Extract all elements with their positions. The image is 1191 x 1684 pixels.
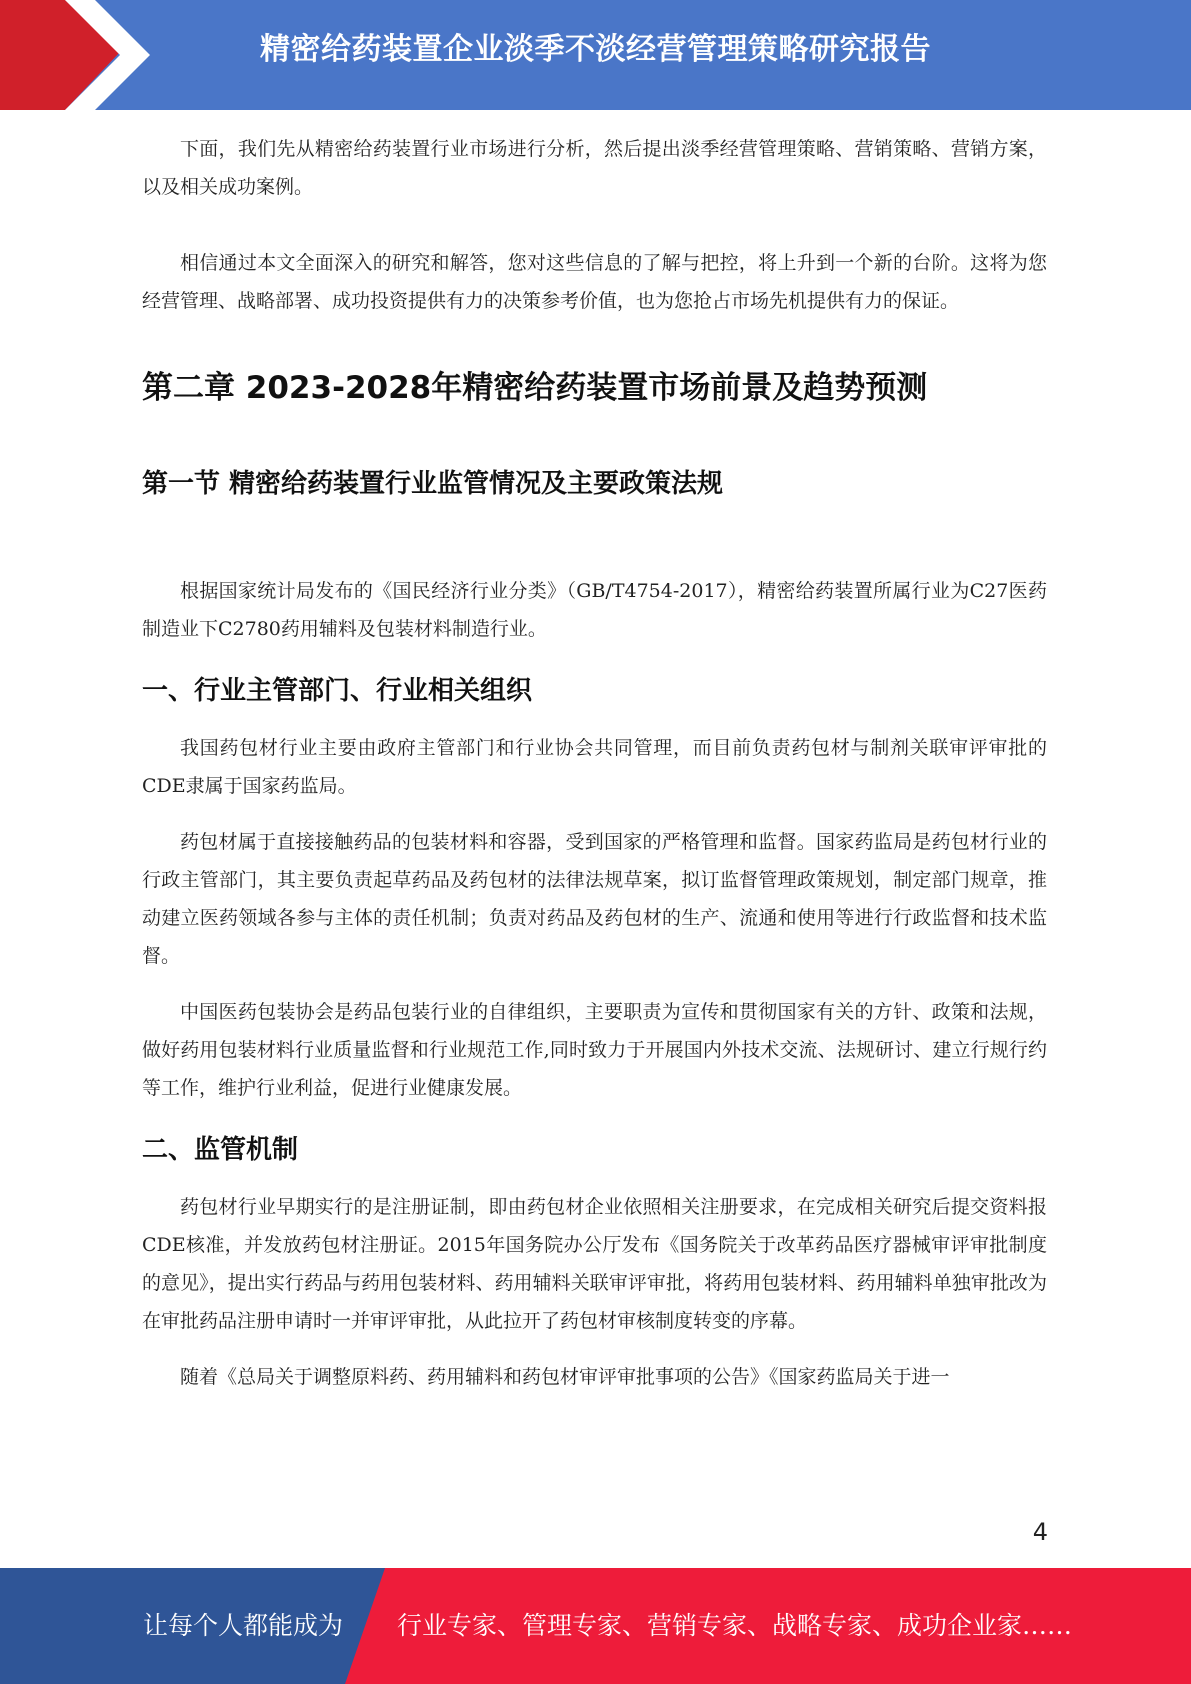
footer-slogan-right: 行业专家、管理专家、营销专家、战略专家、成功企业家…… — [397, 1611, 1073, 1640]
page-footer — [0, 1568, 1191, 1684]
page-number: 4 — [1032, 1518, 1048, 1546]
section-title: 第一节 精密给药装置行业监管情况及主要政策法规 — [142, 469, 724, 499]
chapter-title: 第二章 2023-2028年精密给药装置市场前景及趋势预测 — [142, 370, 928, 406]
intro-paragraph-1: 下面，我们先从精密给药装置行业市场进行分析，然后提出淡季经营管理策略、营销策略、营销方案，以及相关成功案例。 — [142, 138, 1047, 198]
regulation-paragraph-2: 随着《总局关于调整原料药、药用辅料和药包材审评审批事项的公告》《国家药监局关于进一 — [180, 1366, 950, 1388]
departments-paragraph-1: 我国药包材行业主要由政府主管部门和行业协会共同管理，而目前负责药包材与制剂关联审评审批的CDE隶属于国家药监局。 — [142, 737, 1047, 797]
page-header — [0, 0, 1191, 110]
departments-paragraph-3: 中国医药包装协会是药品包装行业的自律组织，主要职责为宣传和贯彻国家有关的方针、政策和法规，做好药用包装材料行业质量监督和行业规范工作,同时致力于开展国内外技术交流、法规研讨、建立行规行约等工作，维护行业利益，促进行业健康发展。 — [142, 1001, 1047, 1099]
intro-paragraph-2: 相信通过本文全面深入的研究和解答，您对这些信息的了解与把控，将上升到一个新的台阶。这将为您经营管理、战略部署、成功投资提供有力的决策参考价值，也为您抢占市场先机提供有力的保证。 — [142, 252, 1047, 312]
footer-slogan-left: 让每个人都能成为 — [143, 1611, 344, 1640]
departments-paragraph-2: 药包材属于直接接触药品的包装材料和容器，受到国家的严格管理和监督。国家药监局是药包材行业的行政主管部门，其主要负责起草药品及药包材的法律法规草案，拟订监督管理政策规划，制定部门规章，推动建立医药领域各参与主体的责任机制；负责对药品及药包材的生产、流通和使用等进行行政监督和技术监督。 — [142, 831, 1047, 967]
document-body — [142, 130, 1047, 1396]
section-paragraph-1: 根据国家统计局发布的《国民经济行业分类》（GB/T4754-2017），精密给药装置所属行业为C27医药制造业下C2780药用辅料及包装材料制造行业。 — [142, 580, 1047, 640]
regulation-paragraph-1: 药包材行业早期实行的是注册证制，即由药包材企业依照相关注册要求，在完成相关研究后提交资料报CDE核准，并发放药包材注册证。2015年国务院办公厅发布《国务院关于改革药品医疗器械审评审批制度的意见》，提出实行药品与药用包装材料、药用辅料关联审评审批，将药用包装材料、药用辅料单独审批改为在审批药品注册申请时一并审评审批，从此拉开了药包材审核制度转变的序幕。 — [142, 1196, 1047, 1332]
heading-regulatory-mechanism: 二、监管机制 — [142, 1135, 299, 1165]
header-arrow-decoration — [0, 0, 200, 110]
header-title: 精密给药装置企业淡季不淡经营管理策略研究报告 — [260, 32, 931, 67]
heading-industry-departments: 一、行业主管部门、行业相关组织 — [142, 676, 533, 706]
